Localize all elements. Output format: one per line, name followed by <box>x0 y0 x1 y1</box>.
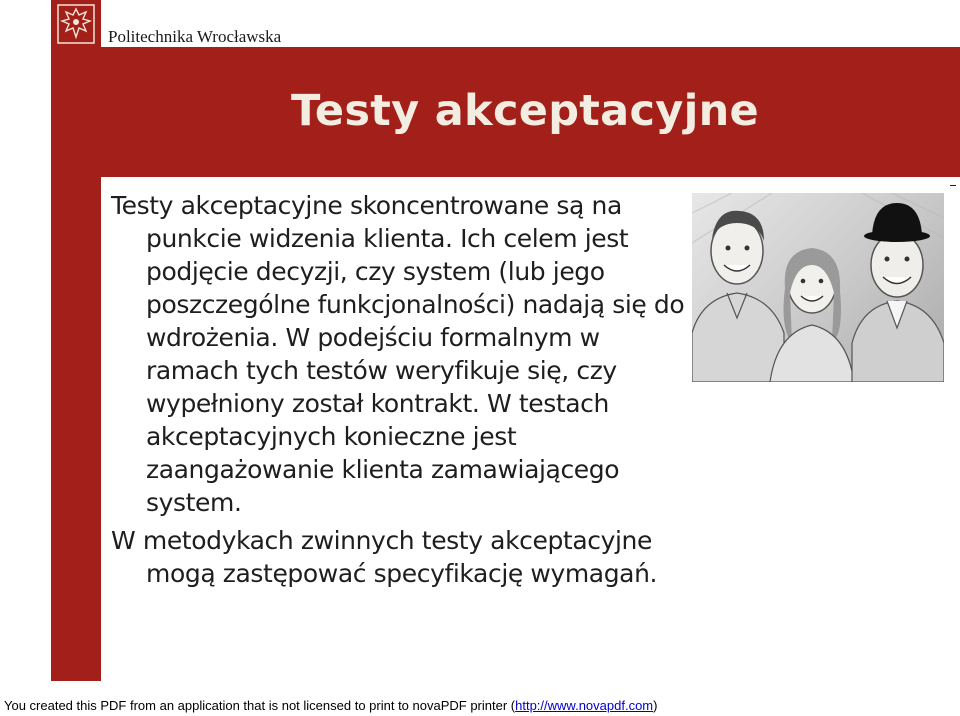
pdf-license-notice <box>0 696 960 716</box>
image-corner-mark <box>950 185 956 186</box>
university-logo <box>51 0 101 47</box>
people-sketch-icon <box>692 193 944 382</box>
paragraph-2: W metodykach zwinnych testy akceptacyjne mogą zastępować specyfikację wymagań. <box>111 526 658 588</box>
eagle-crest-icon <box>51 0 101 47</box>
left-accent-bar <box>51 47 101 681</box>
paragraph-1: Testy akceptacyjne skoncentrowane są na punkcie widzenia klienta. Ich celem jest podjęcie decyzji, czy system (lub jego poszczególne funkcjonalności) nadają się do wdrożenia. W podejściu formalnym w ramach tych testów weryfikuje się, czy wypełniony został kontrakt. W testach akceptacyjnych konieczne jest zaangażowanie klienta zamawiającego system. <box>111 191 685 517</box>
novapdf-link[interactable]: http://www.novapdf.com <box>515 698 654 713</box>
notice-text: You created this PDF from an application that is not licensed to print to novaPDF printer ( <box>4 698 516 713</box>
notice-text-end: ) <box>653 698 658 713</box>
slide-title: Testy akceptacyjne <box>291 86 759 136</box>
people-illustration <box>692 193 944 382</box>
university-name: Politechnika Wrocławska <box>108 27 282 46</box>
slide-content <box>111 189 691 595</box>
